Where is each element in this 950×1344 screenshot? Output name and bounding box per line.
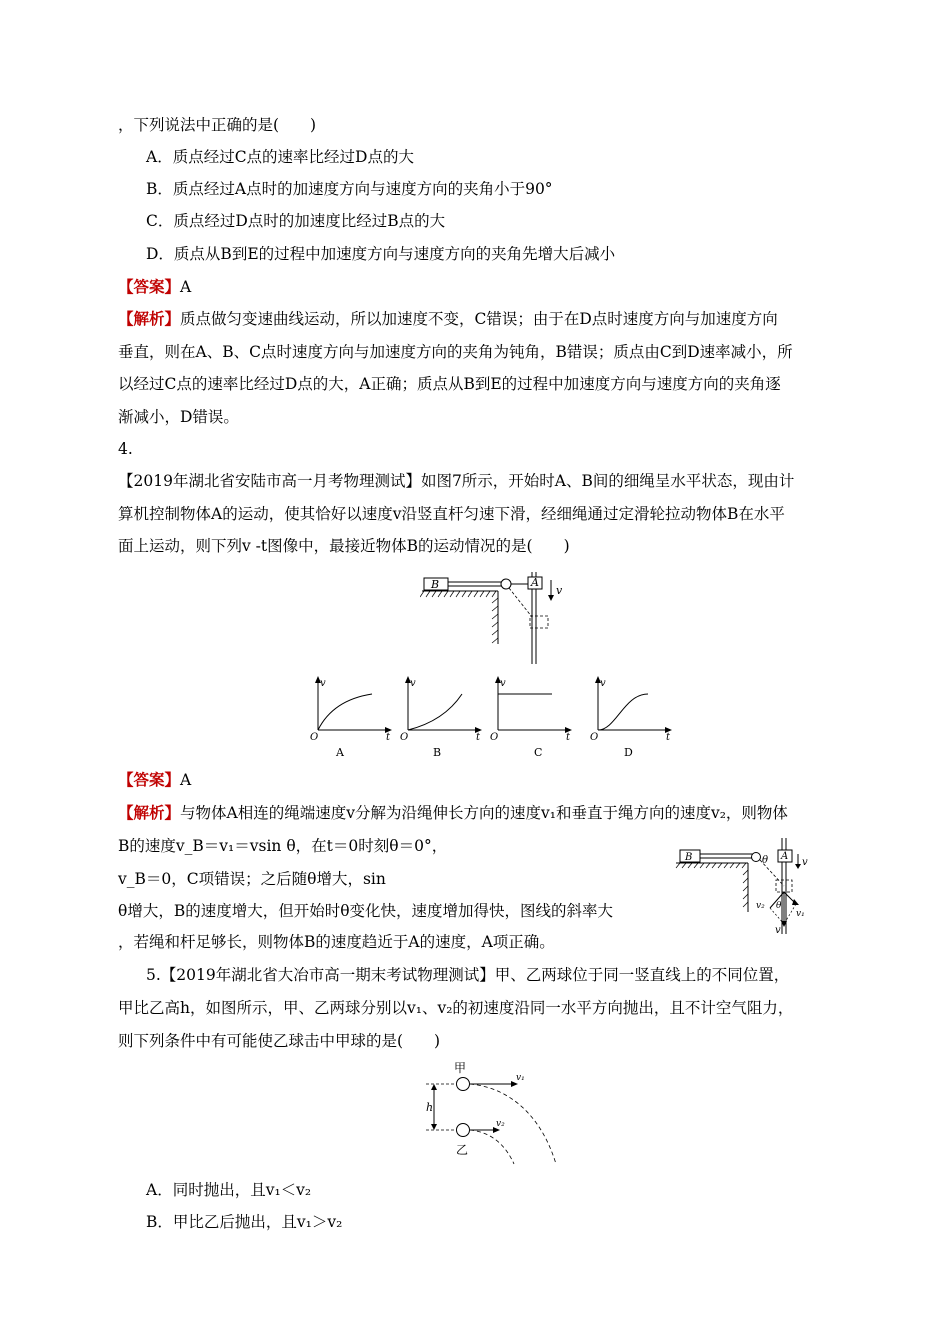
svg-text:v₂: v₂ [756, 901, 765, 911]
q5-stem-line: 5.【2019年湖北省大冶市高一期末考试物理测试】甲、乙两球位于同一竖直线上的不同位置， [146, 966, 790, 984]
q5-stem-line: 则下列条件中有可能使乙球击中甲球的是( ) [118, 1032, 441, 1050]
block-a-later [530, 616, 548, 628]
svg-text:t: t [476, 732, 481, 743]
q3-answer [118, 276, 191, 298]
q4-analysis-line [118, 802, 788, 824]
block-b-label: B [431, 578, 440, 591]
q4-answer [118, 769, 191, 791]
q4-stem-line: 面上运动，则下列v -t图像中，最接近物体B的运动情况的是( ) [118, 537, 570, 555]
svg-text:v: v [600, 678, 606, 689]
q5-option-a: A．同时抛出，且v₁＜v₂ [146, 1181, 312, 1199]
q3-option-b: B．质点经过A点时的加速度方向与速度方向的夹角小于90° [146, 180, 553, 198]
answer-value: A [180, 771, 192, 789]
q3-stem-tail: ，下列说法中正确的是( ) [118, 116, 317, 134]
svg-text:v: v [500, 678, 506, 689]
ball-top-label: 甲 [454, 1061, 467, 1075]
svg-text:O: O [310, 732, 319, 743]
q4-stem-line: 【2019年湖北省安陆市高一月考物理测试】如图7所示，开始时A、B间的细绳呈水平状态，现由计 [118, 472, 795, 490]
graph-a [306, 674, 400, 764]
q3-analysis-line: 渐减小，D错误。 [118, 408, 239, 426]
curve [408, 694, 462, 730]
svg-text:v₁: v₁ [516, 1073, 525, 1083]
answer-value: A [180, 278, 192, 296]
analysis-text: 与物体A相连的绳端速度v分解为沿绳伸长方向的速度v₁和垂直于绳方向的速度v₂，则物体 [180, 804, 788, 822]
curve [318, 694, 372, 730]
svg-text:O: O [400, 732, 409, 743]
q3-analysis-line [118, 308, 778, 330]
q4-analysis-line: θ增大，B的速度增大，但开始时θ变化快，速度增加得快，图线的斜率大 [118, 902, 614, 920]
graph-label: C [534, 746, 543, 759]
svg-text:B: B [685, 852, 693, 863]
graph-b [396, 674, 490, 764]
q5-option-b: B．甲比乙后抛出，且v₁＞v₂ [146, 1213, 343, 1231]
answer-tag: 【答案】 [118, 770, 181, 789]
svg-text:v₁: v₁ [796, 909, 805, 919]
q4-stem-line: 算机控制物体A的运动，使其恰好以速度v沿竖直杆匀速下滑，经细绳通过定滑轮拉动物体B在水平 [118, 505, 785, 523]
q5-stem-line: 甲比乙高h，如图所示，甲、乙两球分别以v₁、v₂的初速度沿同一水平方向抛出，且不计空气阻力， [118, 999, 794, 1017]
graph-label: A [336, 746, 344, 759]
ball-bottom-label: 乙 [456, 1143, 469, 1157]
graph-label: D [624, 746, 633, 759]
analysis-tag: 【解析】 [118, 803, 181, 822]
svg-text:O: O [490, 732, 499, 743]
q4-analysis-line: v_B＝0，C项错误；之后随θ增大，sin [118, 870, 386, 888]
projectile-figure [422, 1058, 572, 1174]
svg-text:A: A [781, 851, 789, 862]
svg-text:t: t [386, 732, 391, 743]
pulley [501, 579, 511, 589]
pulley-figure [420, 572, 580, 668]
svg-text:h: h [426, 1101, 434, 1114]
graph-c [486, 674, 580, 764]
svg-text:v: v [320, 678, 326, 689]
graph-label: B [433, 746, 442, 759]
analysis-text: 质点做匀变速曲线运动，所以加速度不变，C错误；由于在D点时速度方向与加速度方向 [180, 310, 778, 328]
ball-bottom [457, 1124, 470, 1137]
svg-text:θ: θ [762, 855, 769, 866]
svg-text:t: t [566, 732, 571, 743]
q3-analysis-line: 以经过C点的速率比经过D点的大，A正确；质点从B到E的过程中加速度方向与速度方向的夹角逐 [118, 375, 781, 393]
graph-d [586, 674, 680, 764]
curve [598, 694, 648, 730]
svg-text:O: O [590, 732, 599, 743]
q4-analysis-line: B的速度v_B＝v₁＝vsin θ，在t＝0时刻θ＝0°， [118, 837, 448, 855]
answer-tag: 【答案】 [118, 277, 181, 296]
svg-text:v: v [802, 857, 808, 868]
q4-analysis-line: ，若绳和杆足够长，则物体B的速度趋近于A的速度，A项正确。 [118, 933, 555, 951]
block-a-label: A [531, 576, 539, 589]
q3-option-d: D．质点从B到E的过程中加速度方向与速度方向的夹角先增大后减小 [146, 245, 616, 263]
q3-option-a: A．质点经过C点的速率比经过D点的大 [146, 148, 414, 166]
q3-option-c: C．质点经过D点时的加速度比经过B点的大 [146, 212, 446, 230]
ball-top [457, 1078, 470, 1091]
svg-text:v: v [775, 925, 781, 934]
q3-analysis-line: 垂直，则在A、B、C点时速度方向与加速度方向的夹角为钝角，B错误；质点由C到D速率减小，所 [118, 343, 793, 361]
analysis-figure [672, 838, 822, 938]
q4-number: 4. [118, 440, 133, 458]
svg-text:θ: θ [776, 901, 782, 911]
analysis-tag: 【解析】 [118, 309, 181, 328]
svg-text:t: t [666, 732, 671, 743]
svg-text:v₂: v₂ [496, 1119, 505, 1129]
svg-text:v: v [410, 678, 416, 689]
velocity-label: v [556, 584, 563, 597]
